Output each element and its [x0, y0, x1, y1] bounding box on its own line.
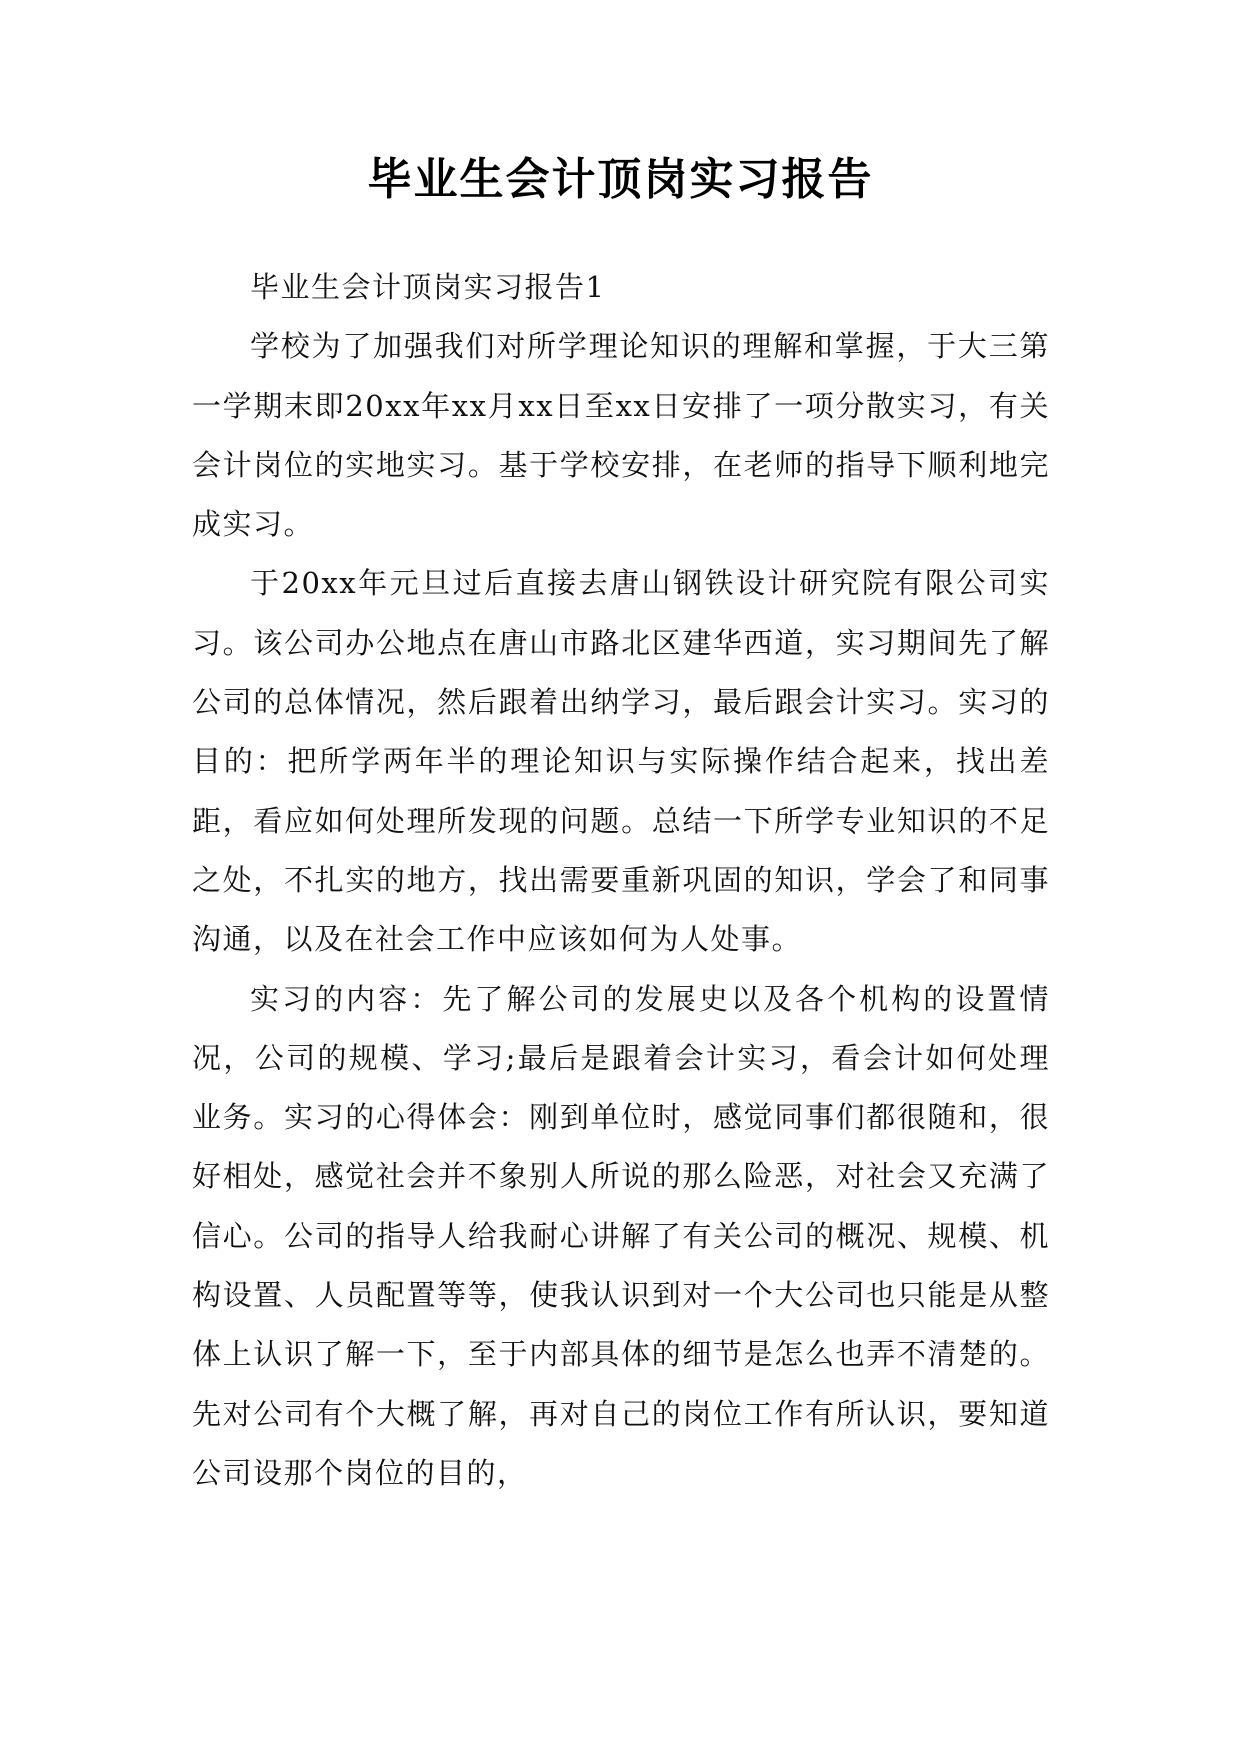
- paragraph-company: 于20xx年元旦过后直接去唐山钢铁设计研究院有限公司实习。该公司办公地点在唐山市路北区建华西道，实习期间先了解公司的总体情况，然后跟着出纳学习，最后跟会计实习。实习的目的：把所学两年半的理论知识与实际操作结合起来，找出差距，看应如何处理所发现的问题。总结一下所学专业知识的不足之处，不扎实的地方，找出需要重新巩固的知识，学会了和同事沟通，以及在社会工作中应该如何为人处事。: [192, 566, 1050, 957]
- paragraph-content: 实习的内容：先了解公司的发展史以及各个机构的设置情况，公司的规模、学习;最后是跟着会计实习，看会计如何处理业务。实习的心得体会：刚到单位时，感觉同事们都很随和，很好相处，感觉社会并不象别人所说的那么险恶，对社会又充满了信心。公司的指导人给我耐心讲解了有关公司的概况、规模、机构设置、人员配置等等，使我认识到对一个大公司也只能是从整体上认识了解一下，至于内部具体的细节是怎么也弄不清楚的。先对公司有个大概了解，再对自己的岗位工作有所认识，要知道公司设那个岗位的目的，: [192, 981, 1050, 1490]
- paragraph-intro: 学校为了加强我们对所学理论知识的理解和掌握，于大三第一学期末即20xx年xx月xx日至xx日安排了一项分散实习，有关会计岗位的实地实习。基于学校安排，在老师的指导下顺利地完成实习。: [192, 329, 1050, 542]
- report-subtitle: 毕业生会计顶岗实习报告1: [250, 270, 606, 304]
- document-body: [192, 258, 1050, 1503]
- document-title: 毕业生会计顶岗实习报告: [367, 154, 874, 205]
